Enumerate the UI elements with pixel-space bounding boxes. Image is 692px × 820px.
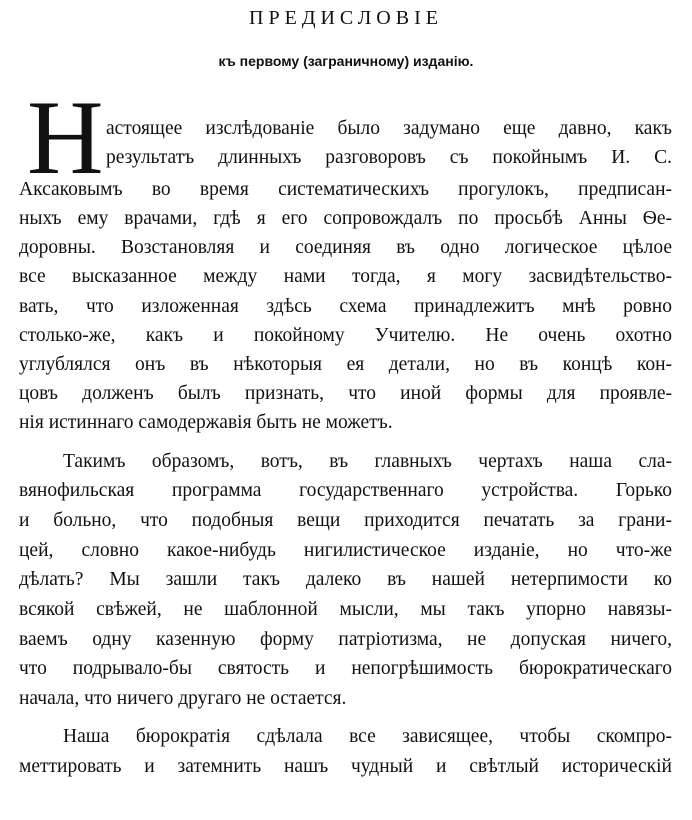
- text-line: астоящее изслѣдованіе было задумано еще давно, какъ: [106, 118, 672, 139]
- text-line: доровны. Возстановляя и соединяя въ одно логическое цѣлое: [19, 237, 672, 258]
- text-line: вянофильская программа государственнаго устройства. Горько: [19, 480, 672, 501]
- text-line: дѣлать? Мы зашли такъ далеко въ нашей нетерпимости ко: [19, 569, 672, 590]
- text-line: меттировать и затемнить нашъ чудный и свѣтлый историческій: [19, 756, 672, 777]
- text-line: углублялся онъ въ нѣкоторыя ея детали, но въ концѣ кон-: [19, 354, 672, 375]
- text-line: столько-же, какъ и покойному Учителю. Не очень охотно: [19, 325, 672, 346]
- text-line: Наша бюрократія сдѣлала все зависящее, чтобы скомпро-: [63, 726, 672, 747]
- text-line: нія истиннаго самодержавія быть не можетъ.: [19, 412, 393, 433]
- text-line: ваемъ одну казенную форму патріотизма, не допуская ничего,: [19, 629, 672, 650]
- text-line: вать, что изложенная здѣсь схема принадлежитъ мнѣ ровно: [19, 296, 672, 317]
- text-line: начала, что ничего другаго не остается.: [19, 688, 347, 709]
- text-line: и больно, что подобныя вещи приходится печатать за грани-: [19, 510, 672, 531]
- text-line: что подрывало-бы святость и непогрѣшимость бюрократическаго: [19, 658, 672, 679]
- text-line: всякой свѣжей, не шаблонной мысли, мы такъ упорно навязы-: [19, 599, 672, 620]
- text-line: ныхъ ему врачами, гдѣ я его сопровождалъ по просьбѣ Анны Ѳе-: [19, 208, 672, 229]
- text-line: Такимъ образомъ, вотъ, въ главныхъ чертахъ наша сла-: [63, 451, 672, 472]
- text-line: цовъ долженъ былъ признать, что иной формы для проявле-: [19, 383, 672, 404]
- text-line: Аксаковымъ во время систематическихъ прогулокъ, предписан-: [19, 179, 672, 200]
- drop-cap-letter: Н: [27, 79, 104, 196]
- page-title: ПРЕДИСЛОВІЕ: [249, 7, 443, 29]
- text-line: результатъ длинныхъ разговоровъ съ покойнымъ И. С.: [106, 147, 672, 168]
- text-line: цей, словно какое-нибудь нигилистическое изданіе, но что-же: [19, 540, 672, 561]
- text-line: все высказанное между нами тогда, я могу засвидѣтельство-: [19, 266, 672, 287]
- page-subtitle: къ первому (заграничному) изданію.: [218, 53, 474, 69]
